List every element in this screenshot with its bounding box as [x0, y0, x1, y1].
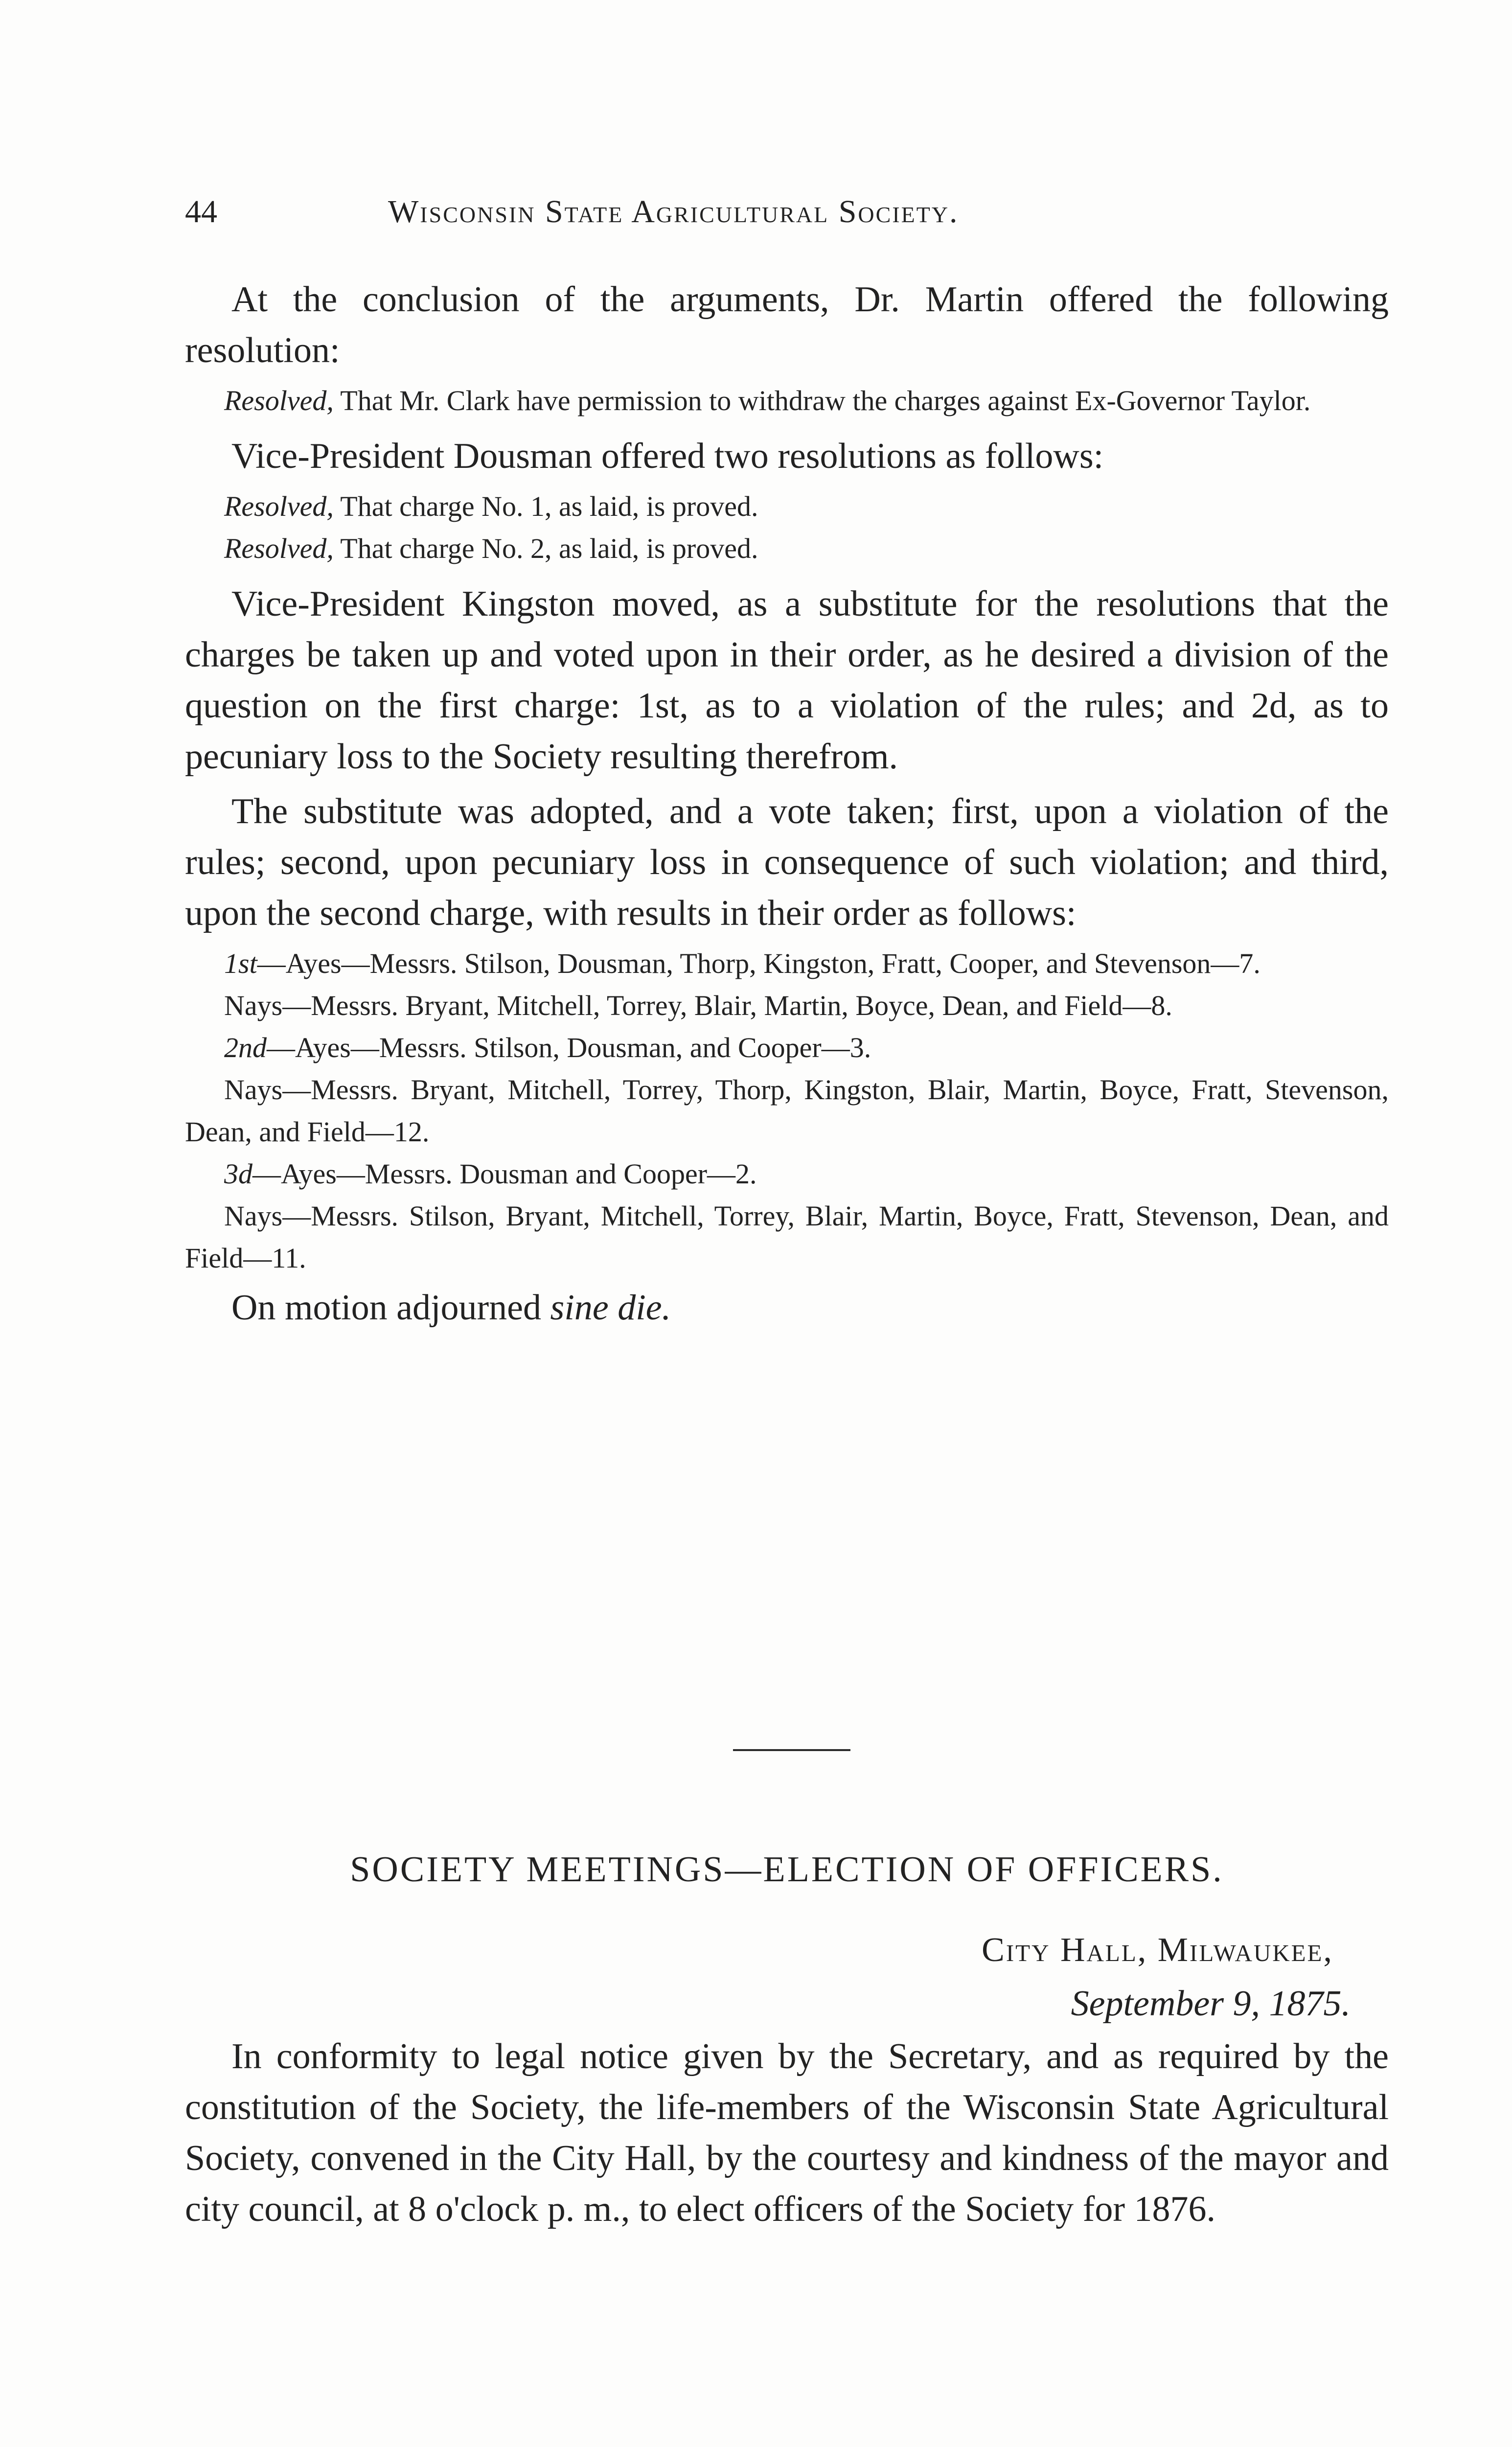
resolved-label: Resolved,	[224, 385, 334, 416]
vote-label: 3d	[224, 1158, 252, 1190]
vote-results	[185, 943, 1389, 1279]
resolution-clark	[185, 380, 1389, 422]
paragraph-conformity: In conformity to legal notice given by the Secretary, and as required by the constitution of the Society, the life-members of the Wisconsin State Agricultural Society, convened in the City Hall, by the courtesy and kindness of the mayor and city council, at 8 o'clock p. m., to elect officers of the Society for 1876.	[185, 2036, 1389, 2229]
resolution-text: That charge No. 1, as laid, is proved.	[333, 490, 758, 522]
adjourn-text: On motion adjourned	[231, 1288, 550, 1328]
resolved-label: Resolved,	[224, 532, 334, 564]
section-body	[185, 2031, 1389, 2239]
proceedings-text	[185, 274, 1389, 1337]
resolution-text: That charge No. 2, as laid, is proved.	[333, 532, 758, 564]
paragraph-arguments: At the conclusion of the arguments, Dr. Martin offered the following resolution:	[185, 279, 1389, 370]
vote-second-nays: Nays—Messrs. Bryant, Mitchell, Torrey, Thorp, Kingston, Blair, Martin, Boyce, Fratt, Stevenson, Dean, and Field—12.	[185, 1074, 1389, 1148]
vote-first-nays: Nays—Messrs. Bryant, Mitchell, Torrey, Blair, Martin, Boyce, Dean, and Field—8.	[224, 990, 1172, 1021]
running-header	[185, 193, 1384, 237]
vote-third-ayes	[185, 1153, 1389, 1195]
resolved-label: Resolved,	[224, 490, 334, 522]
resolution-charge-2	[185, 528, 1389, 570]
resolution-charge-1	[185, 485, 1389, 528]
running-title: Wisconsin State Agricultural Society.	[388, 194, 959, 230]
vote-first-ayes	[185, 943, 1389, 985]
resolution-text: That Mr. Clark have permission to withdraw the charges against Ex-Governor Taylor.	[333, 385, 1311, 416]
vote-text: —Ayes—Messrs. Stilson, Dousman, and Cooper—3.	[267, 1032, 871, 1063]
meeting-date: September 9, 1875.	[1071, 1984, 1351, 2024]
vote-third-nays: Nays—Messrs. Stilson, Bryant, Mitchell, Torrey, Blair, Martin, Boyce, Fratt, Stevenson, Dean, and Field—11.	[185, 1200, 1389, 1274]
paragraph-kingston: Vice-President Kingston moved, as a substitute for the resolutions that the charges be taken up and voted upon in their order, as he desired a division of the question on the first charge: 1st, as to a violation of the rules; and 2d, as to pecuniary loss to the Society resulting therefrom.	[185, 584, 1389, 777]
vote-second-ayes	[185, 1027, 1389, 1069]
adjourn-italic: sine die.	[550, 1288, 671, 1328]
page-number: 44	[185, 194, 217, 230]
vote-text: —Ayes—Messrs. Stilson, Dousman, Thorp, Kingston, Fratt, Cooper, and Stevenson—7.	[257, 947, 1260, 979]
section-heading: SOCIETY MEETINGS—ELECTION OF OFFICERS.	[350, 1849, 1224, 1890]
paragraph-adjourn	[185, 1282, 1389, 1333]
paragraph-substitute: The substitute was adopted, and a vote taken; first, upon a violation of the rules; second, upon pecuniary loss in consequence of such violation; and third, upon the second charge, with results in their order as follows:	[185, 791, 1389, 933]
vote-label: 2nd	[224, 1032, 267, 1063]
meeting-place: City Hall, Milwaukee,	[982, 1931, 1333, 1969]
paragraph-dousman: Vice-President Dousman offered two resolutions as follows:	[231, 436, 1104, 476]
vote-label: 1st	[224, 947, 257, 979]
section-divider	[733, 1749, 850, 1751]
vote-text: —Ayes—Messrs. Dousman and Cooper—2.	[252, 1158, 757, 1190]
